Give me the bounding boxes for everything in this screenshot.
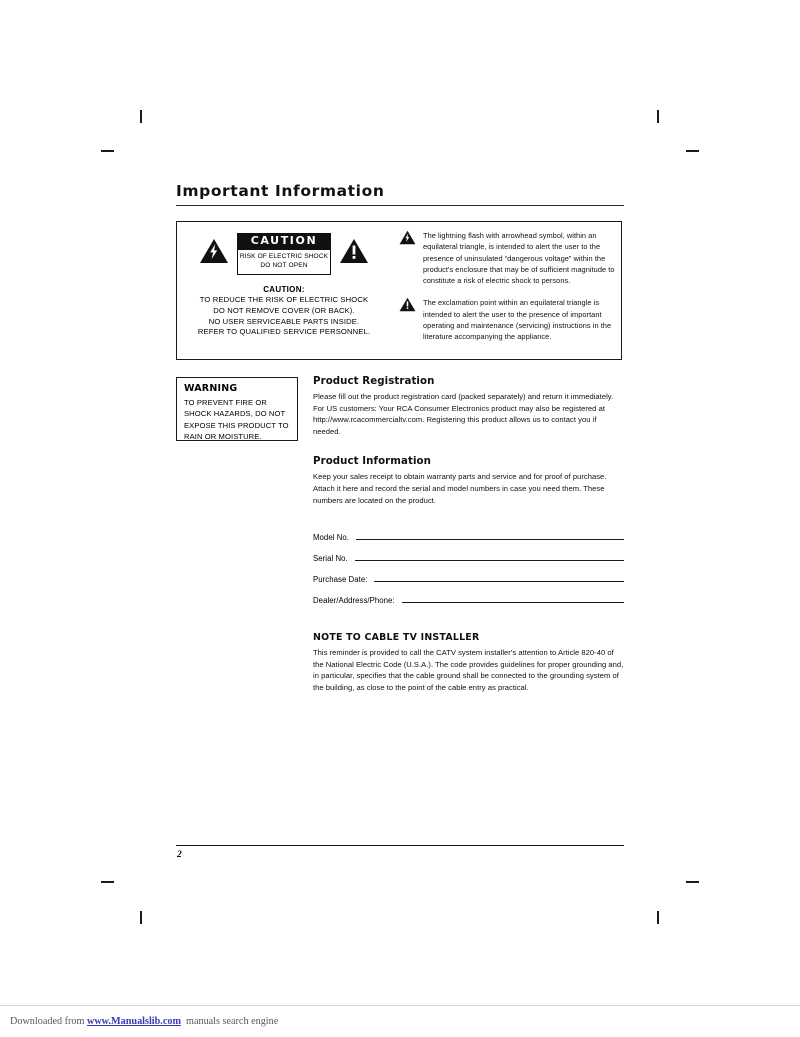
- field-writeline-dealer[interactable]: [402, 602, 624, 603]
- exclamation-triangle-icon: [339, 238, 369, 269]
- lightning-bolt-triangle-icon: [199, 238, 229, 269]
- field-label-purchase-date: Purchase Date:: [313, 575, 368, 585]
- manualslib-link[interactable]: www.Manualslib.com: [86, 1016, 181, 1027]
- caution-panel-right: [399, 230, 615, 351]
- crop-mark-bottom-right-tick: [657, 911, 659, 924]
- field-writeline-serial-no[interactable]: [355, 560, 624, 561]
- caution-body-line-1: DO NOT REMOVE COVER (OR BACK).: [213, 305, 355, 315]
- field-label-model-no: Model No.: [313, 533, 349, 543]
- caution-body-line-2: NO USER SERVICEABLE PARTS INSIDE.: [208, 316, 360, 326]
- caution-symbol-row: [179, 226, 389, 275]
- crop-mark-bottom-left-tick: [140, 911, 142, 924]
- caution-plate-line1: RISK OF ELECTRIC SHOCK: [239, 252, 329, 260]
- download-prefix: Downloaded from: [10, 1016, 87, 1027]
- caution-panel-left: [179, 226, 389, 338]
- caution-body-line-0: TO REDUCE THE RISK OF ELECTRIC SHOCK: [199, 295, 369, 305]
- cable-installer-heading: NOTE TO CABLE TV INSTALLER: [313, 632, 480, 644]
- cable-installer-section: [313, 632, 624, 693]
- crop-mark-top-right-dash: [686, 150, 699, 152]
- lightning-note-block: [399, 230, 615, 286]
- product-registration-section: [313, 376, 624, 437]
- field-row-dealer[interactable]: [313, 585, 624, 606]
- warning-title: WARNING: [184, 383, 238, 394]
- caution-body: [179, 284, 389, 338]
- product-info-form: [313, 522, 624, 606]
- caution-plate-title: CAUTION: [238, 234, 330, 250]
- caution-panel: [176, 221, 622, 360]
- product-registration-body: Please fill out the product registration card (packed separately) and return it immediately. For US customers: Your RCA Consumer Electronics product may also be registered at http://www.rcacommercialtv.com. Registering this product allows us to contact you if needed.: [313, 392, 614, 436]
- exclamation-note-text: The exclamation point within an equilateral triangle is intended to alert the user to the presence of important operating and maintenance (servicing) instructions in the literature accompanying the appliance.: [423, 298, 612, 341]
- exclamation-triangle-icon: [399, 297, 416, 317]
- caution-plate-line2: DO NOT OPEN: [260, 262, 308, 270]
- product-registration-heading: Product Registration: [313, 376, 435, 387]
- crop-mark-top-left-tick: [140, 110, 142, 123]
- download-strip-text: [10, 1016, 278, 1027]
- field-label-serial-no: Serial No.: [313, 554, 348, 564]
- crop-mark-top-left-dash: [101, 150, 114, 152]
- lightning-bolt-triangle-icon: [399, 230, 416, 250]
- cable-installer-body: This reminder is provided to call the CATV system installer's attention to Article 820-40 of the National Electric Code (U.S.A.). The code provides guidelines for proper grounding and, in particular, specifies that the cable ground shall be connected to the grounding system of the building, as close to the point of the cable entry as practical.: [313, 648, 624, 693]
- exclamation-note-block: [399, 297, 615, 342]
- field-row-purchase-date[interactable]: [313, 564, 624, 585]
- content-column: [313, 376, 624, 694]
- page-number: 2: [177, 850, 182, 860]
- warning-panel: [176, 377, 298, 441]
- page-title: Important Information: [176, 182, 385, 200]
- caution-plate: [237, 233, 331, 275]
- product-information-heading: Product Information: [313, 456, 431, 468]
- product-information-section: [313, 456, 624, 506]
- caution-body-line-3: REFER TO QUALIFIED SERVICE PERSONNEL.: [197, 327, 371, 337]
- field-row-model-no[interactable]: [313, 522, 624, 543]
- field-writeline-purchase-date[interactable]: [374, 581, 624, 582]
- field-writeline-model-no[interactable]: [356, 539, 624, 540]
- field-label-dealer: Dealer/Address/Phone:: [313, 596, 395, 606]
- lightning-note-text: The lightning flash with arrowhead symbol, within an equilateral triangle, is intended to alert the user to the presence of uninsulated “dangerous voltage” within the product's enclosure that may be of sufficient magnitude to constitute a risk of electric shock to persons.: [423, 231, 615, 285]
- caution-plate-subtext: [238, 250, 330, 274]
- caution-body-heading: CAUTION:: [263, 284, 305, 294]
- footer-divider: [176, 845, 624, 846]
- field-row-serial-no[interactable]: [313, 543, 624, 564]
- title-divider: [176, 205, 624, 206]
- warning-text: TO PREVENT FIRE OR SHOCK HAZARDS, DO NOT EXPOSE THIS PRODUCT TO RAIN OR MOISTURE.: [184, 398, 289, 442]
- download-suffix: manuals search engine: [180, 1016, 279, 1027]
- crop-mark-bottom-left-dash: [101, 881, 114, 883]
- section-spacer: [313, 437, 624, 456]
- section-spacer: [313, 606, 624, 632]
- crop-mark-bottom-right-dash: [686, 881, 699, 883]
- crop-mark-top-right-tick: [657, 110, 659, 123]
- product-information-body: Keep your sales receipt to obtain warranty parts and service and for proof of purchase. Attach it here and record the serial and model numbers in case you need them. These numbers are located on the product.: [313, 472, 607, 505]
